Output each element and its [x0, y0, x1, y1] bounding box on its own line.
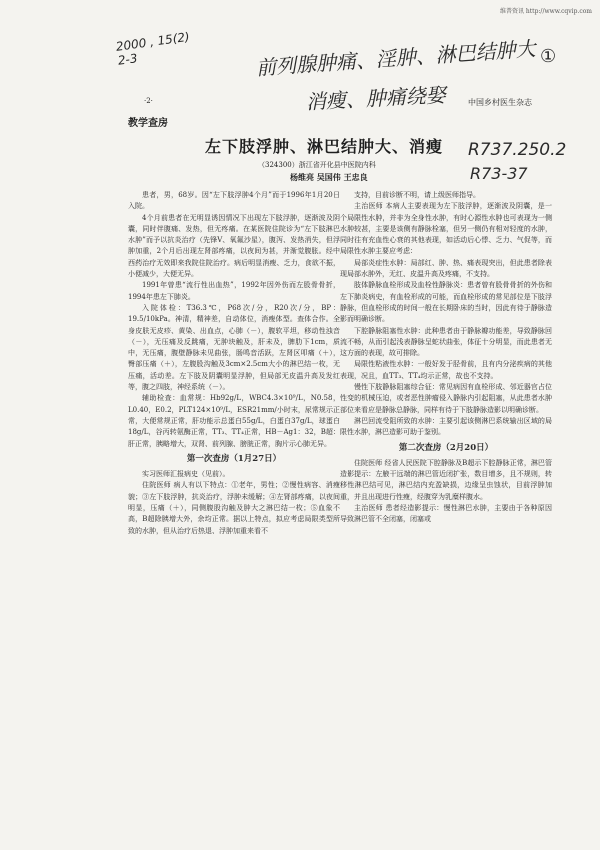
paragraph: 辅助检查：血常规：Hb92g/L，WBC4.3×10⁹/L，N0.58，L0.40，E0.2，PLT124×10⁹/L，ESR21mm/小时末，尿常规示正常，大便常规正常，肝功能示总蛋白55g/L，白蛋白37g/L，球蛋白18g/L，谷丙转氨酶正常，TT₃、TT₄正常，HB－Ag1：32，B超：肝正常，胰略增大，双肾、前列腺、膀胱正常，胸片示心肺无异。 [128, 394, 340, 448]
right-column [340, 190, 552, 526]
page-number: ·2· [144, 97, 153, 105]
journal-name: 中国乡村医生杂志 [468, 98, 532, 107]
paragraph: 主治医师 本病人主要表现为左下肢浮肿，逐渐波及阴囊，是一个局限性水肿，并非为全身性水肿，有时心源性水肿也可表现为一侧水肿较甚，主要是该侧有静脉栓塞，但另一侧仍有相对轻度的水肿，同时往有充血性心衰的其他表现，如活动后心悸、乏力、气促等，而局限性水肿主要应考虑： [340, 202, 552, 256]
handwritten-keywords-1: 前列腺肿痛、淫肿、淋巴结肿大 [255, 36, 537, 80]
paragraph: 1991年曾患“流行性出血热”，1992年因外伤而左股骨骨折，1994年患左下肺炎。 [128, 281, 340, 301]
paragraph: 住院医师 经省人民医院下腔静脉及B超示下腔静脉正常，淋巴管造影提示：左腋干远端的淋巴管近闭扩张，数目增多，且不规则，转移性淋巴结可见，淋巴结内充盈缺损，边缘呈虫蚀状，目前浮肿加重，并且出现进行性瘦，经腹穿为乳糜样腹水。 [340, 458, 552, 501]
ref-line-1: 2000 , 15(2) [115, 29, 191, 54]
site-watermark: 维普资讯 http://www.cqvip.com [499, 8, 592, 15]
article-institution: （324300）浙江省开化县中医院内科 [258, 161, 376, 169]
section-label: 教学查房 [128, 118, 168, 129]
handwritten-keywords-2: 消瘦、肿痛绕娶 [305, 82, 447, 114]
paragraph: 下腔静脉阻塞性水肿：此种患者由于静脉瓣功能差，导致静脉回流不畅，从而引起浅表静脉呈蛇状曲张，体征十分明显，而此患者无这方面的表现，故可排除。 [340, 326, 552, 358]
paragraph: 患者，男，68岁。因“左下肢浮肿4个月”而于1996年1月20日入院。 [128, 191, 340, 211]
paragraph: 局限性粘液性水肿：一般好发于胫骨前，且有内分泌疾病的其他表现，况且，血TT₃、TT₄均示正常，故也不支持。 [340, 360, 552, 380]
ref-line-2: 2-3 [116, 51, 139, 68]
classification-code-1: R737.250.2 [468, 140, 567, 160]
paragraph: 实习医师汇报病史（见前）。 [142, 470, 230, 479]
paragraph: 入院体检：T36.3℃，P68次/分，R20次/分，BP：19.5/10kPa。神清，精神差，自动体位，消瘦体型。查体合作。全身皮肤无皮疹、黄染、出血点，心肺（－），腹软平坦，移动性浊音（－），无压痛及反跳痛，无肿块触及，肝未及，脾肋下1cm，质中，无压痛，腹壁静脉未见曲张，肠鸣音活跃，左肾区叩痛（＋），臀部压痛（＋），左腹股沟触及3cm×2.5cm大小的淋巴结一枚，无压痛，活动差。左下肢及阴囊明显浮肿，但局部无皮温升高及发红等，腹之四肢，神经系统（－）。 [128, 303, 340, 392]
paragraph: 住院医师 病人有以下特点：①老年，男性；②慢性病容、消瘦貌；③左下肢浮肿，抗炎治疗，浮肿未缓解；④左肾部疼痛，以夜间明显，压痛（＋），同侧腹股沟触及肿大之淋巴结一枚；⑤血象不高，B超除胰增大外，余均正常。据以上特点，拟应考虑局限类型所致的水肿，但从治疗后热退、浮肿加重来看不 [128, 481, 340, 535]
paragraph: 支持，目前诊断不明，请上级医师指导。 [354, 191, 480, 199]
handwritten-reference [115, 30, 192, 68]
paragraph: 肢体静脉血栓形成及血栓性静脉炎：患者曾有股骨骨折的外伤和左下肺炎病史，有血栓形成的可能，而血栓形成的常见部位是下肢浮静脉，但血栓形成的时间一般在长期卧床的当时，因此有待于静脉造影而明确诊断。 [340, 281, 552, 324]
article-authors: 杨维亮 吴国伟 王忠良 [290, 172, 368, 182]
paragraph: 淋巴回流受阻所致的水肿：主要引起该侧淋巴系统输出区域的局限性水肿，淋巴造影可助于鉴别。 [340, 416, 552, 437]
article-title: 左下肢浮肿、淋巴结肿大、消瘦 [205, 137, 444, 156]
paragraph: 4个月前患者在无明显诱因情况下出现左下肢浮肿，逐渐波及阴囊，同时伴腹痛、发热，但无疼痛。在某医院住院诊为“左下肢淋巴水肿”而予以抗炎治疗（先锋V、氧氟沙星），腹泻、发热消失，但浮肿加重，2个月后出现左肾部疼痛，以夜间为甚，并渐觉腹胀。经中西药治疗无效即来我院住院治疗。病后明显消瘦、乏力，食欲不振，小便减少，大便无异。 [128, 213, 340, 279]
circled-number: ① [540, 46, 557, 67]
paragraph: 局部炎症性水肿：局部红、肿、热、痛表现突出，但此患者除表现局部水肿外，无红、皮温升高及疼痛，不支持。 [340, 258, 552, 279]
paragraph: 主治医师 患者经造影提示：慢性淋巴水肿，主要由于各种原因导致淋巴管不全闭塞，闭塞或 [340, 504, 552, 524]
classification-code-2: R73-37 [470, 164, 528, 183]
subheading: 第一次查房（1月27日） [186, 453, 282, 464]
left-column [128, 190, 340, 537]
subheading: 第二次查房（2月20日） [398, 442, 494, 453]
paragraph: 慢性下肢静脉阻塞综合征：常见病因有血栓形成、邻近器官占位性变的机械压迫，或者恶性肿瘤侵入静脉内引起阻塞，从此患者水肿部位来看应是静脉总静脉，同样有待于下肢静脉造影以明确诊断。 [340, 383, 552, 414]
